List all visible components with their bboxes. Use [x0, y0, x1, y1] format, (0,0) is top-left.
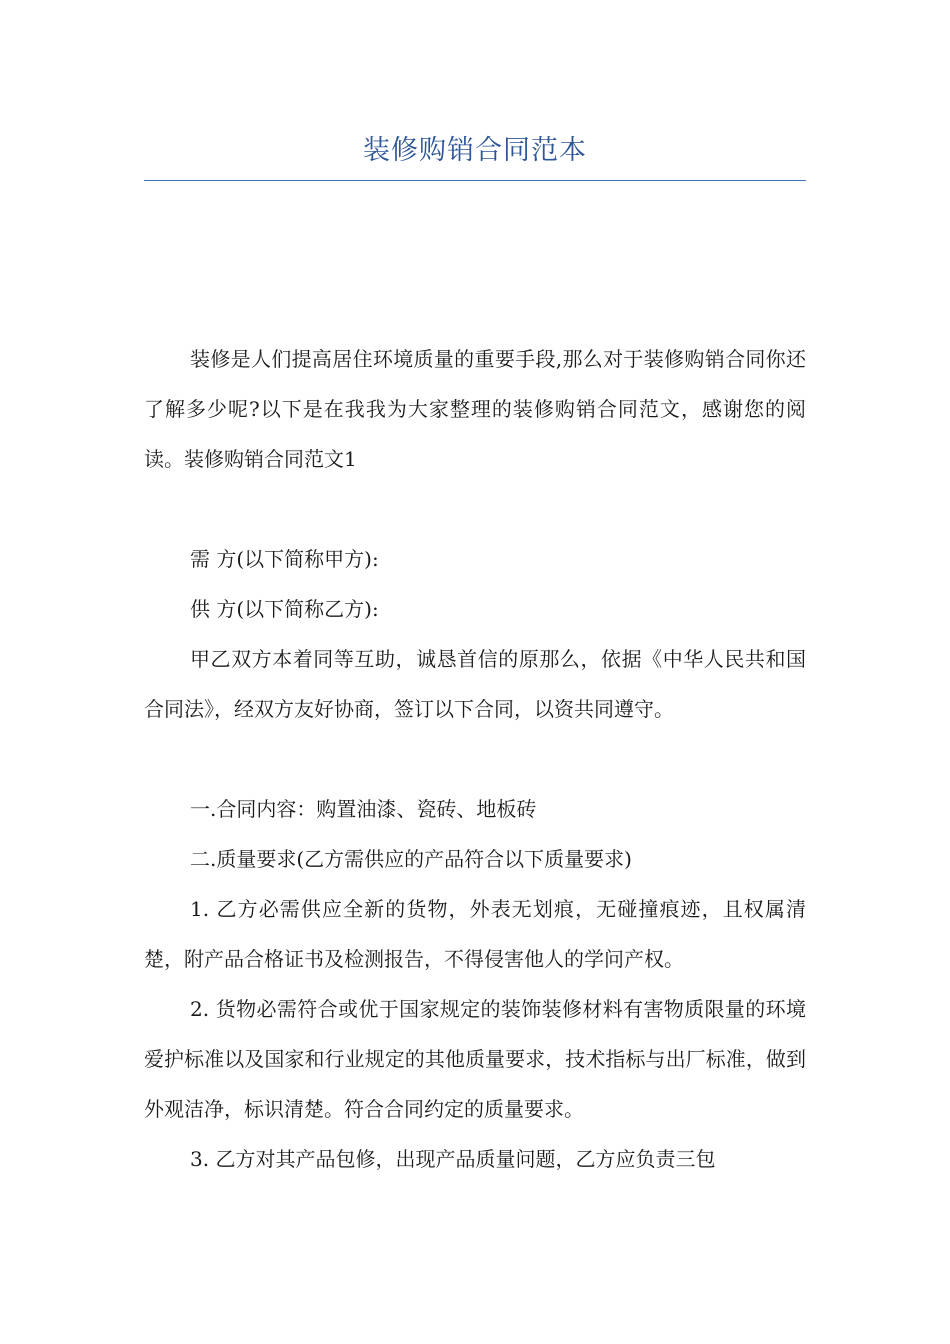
agreement-paragraph: 甲乙双方本着同等互助，诚恳首信的原那么，依据《中华人民共和国合同法》，经双方友好协商，签订以下合同，以资共同遵守。: [144, 647, 806, 721]
quality-clause-3: 3. 乙方对其产品包修，出现产品质量问题，乙方应负责三包: [190, 1147, 716, 1171]
section-quality-requirements: 二.质量要求(乙方需供应的产品符合以下质量要求): [190, 847, 632, 871]
document-body: [144, 334, 806, 1184]
document-title: 装修购销合同范本: [363, 135, 587, 166]
supplier-line: 供 方(以下简称乙方):: [190, 597, 379, 621]
title-underline: [144, 180, 806, 181]
quality-clause-2: 2. 货物必需符合或优于国家规定的装饰装修材料有害物质限量的环境爱护标准以及国家和行业规定的其他质量要求，技术指标与出厂标准，做到外观洁净，标识清楚。符合合同约定的质量要求。: [144, 997, 806, 1121]
quality-clause-1: 1. 乙方必需供应全新的货物，外表无划痕，无碰撞痕迹，且权属清楚，附产品合格证书及检测报告，不得侵害他人的学问产权。: [144, 897, 806, 971]
paragraph-spacer: [144, 734, 806, 784]
buyer-line: 需 方(以下简称甲方):: [190, 547, 379, 571]
intro-paragraph: 装修是人们提高居住环境质量的重要手段,那么对于装修购销合同你还了解多少呢?以下是在我我为大家整理的装修购销合同范文，感谢您的阅读。装修购销合同范文1: [144, 347, 806, 471]
paragraph-spacer: [144, 484, 806, 534]
section-contract-content: 一.合同内容：购置油漆、瓷砖、地板砖: [190, 797, 537, 821]
